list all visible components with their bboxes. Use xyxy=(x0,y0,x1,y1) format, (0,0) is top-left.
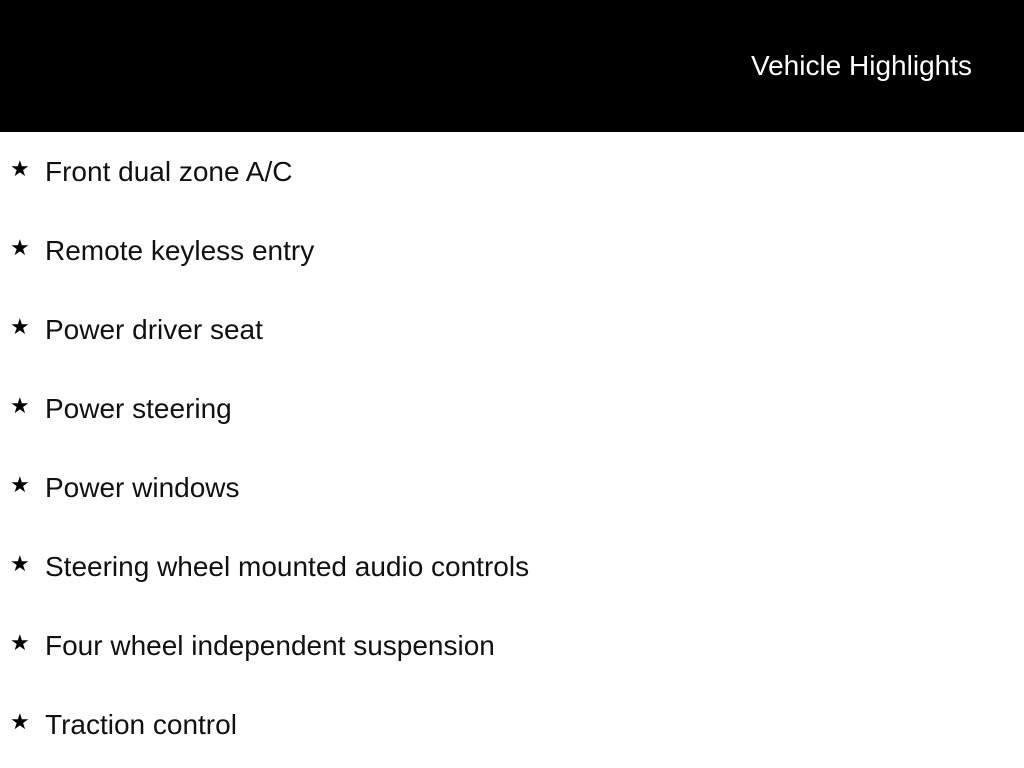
highlights-list xyxy=(0,132,1024,764)
star-icon: ★ xyxy=(10,314,30,339)
star-icon: ★ xyxy=(10,156,30,181)
list-item xyxy=(0,290,1024,369)
highlight-label: Traction control xyxy=(45,709,237,740)
star-icon: ★ xyxy=(10,709,30,734)
star-icon: ★ xyxy=(10,393,30,418)
list-item xyxy=(0,606,1024,685)
page-title: Vehicle Highlights xyxy=(750,50,972,81)
highlight-label: Remote keyless entry xyxy=(45,235,315,266)
highlight-label: Steering wheel mounted audio controls xyxy=(45,551,530,582)
list-item xyxy=(0,369,1024,448)
highlight-label: Four wheel independent suspension xyxy=(45,630,495,661)
list-item xyxy=(0,448,1024,527)
star-icon: ★ xyxy=(10,551,30,576)
highlight-label: Power steering xyxy=(45,393,232,424)
list-item xyxy=(0,527,1024,606)
highlight-label: Front dual zone A/C xyxy=(45,156,293,187)
list-item xyxy=(0,132,1024,211)
header-bar xyxy=(0,0,1024,132)
highlight-label: Power driver seat xyxy=(45,314,263,345)
list-item xyxy=(0,211,1024,290)
star-icon: ★ xyxy=(10,235,30,260)
star-icon: ★ xyxy=(10,630,30,655)
list-item xyxy=(0,685,1024,764)
highlight-label: Power windows xyxy=(45,472,240,503)
star-icon: ★ xyxy=(10,472,30,497)
